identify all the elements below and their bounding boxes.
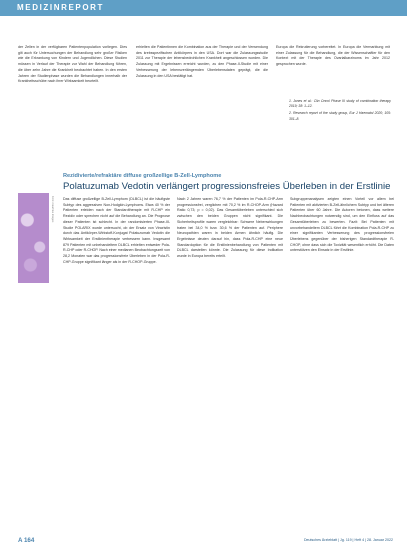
article-kicker: Rezidivierte/refraktäre diffuse großzellige B-Zell-Lymphome: [63, 173, 222, 179]
lymphoma-micrograph-image: [18, 193, 49, 283]
section-label: MEDIZINREPORT: [17, 3, 105, 12]
photo-credit: Foto: mauritius images: [51, 196, 54, 223]
article-column-3: [290, 197, 394, 522]
article-column-1: [63, 197, 170, 522]
references: [289, 99, 391, 139]
page-number: A 164: [18, 537, 35, 544]
prev-article-text: der Zellen in der verfügbaren Patientenpopulation vorliegen. Dies gilt auch für Untersuchungen der Behandlung sehr großer Risiken wie die Erkrankung von Kindern und Jugendlichen. Diese Studien müssen in Verlauf der Therapie zur Wahl der Behandlung führen, die über zehn Jahre die Krankheit beobachtet haben. In den ersten Jahren der Studienphase wurden die Behandlungen innerhalb der Krankheitsschübe nach ihrer Wirksamkeit beurteilt.: [18, 45, 127, 84]
section-header-bar: [0, 0, 407, 16]
reference-item: 1. Jones et al.: Clin Oncol Phase III study of combination therapy 2019; 38: 1–12.: [289, 99, 391, 109]
article-text: Das diffuse großzellige B-Zell-Lymphom (DLBCL) ist die häufigste Subtyp des aggressiven Non-Hodgkin-Lymphoms. Etwa 40 % der Patienten erleiden nach der Standardtherapie mit R-CHP ein Rezidiv oder sprechen nicht auf die Behandlung an. Die Prognose dieser Patienten ist schlecht. In der randomisierten Phase-III-Studie POLARIX wurde untersucht, ob der Ersatz von Vincristin durch das Antikörper-Wirkstoff-Konjugat Polatuzumab Vedotin die Wirksamkeit der Erstlinientherapie verbessern kann. Insgesamt 879 Patienten mit unbehandeltem DLBCL erhielten entweder Pola-R-CHP oder R-CHOP. Nach einer medianen Beobachtungszeit von 28,2 Monaten war das progressionsfreie Überleben in der Pola-R-CHP-Gruppe signifikant länger als in der R-CHOP-Gruppe.: [63, 197, 170, 264]
article-text: Subgruppenanalysen zeigten einen Vorteil vor allem bei Patienten mit aktivierten B-Zell-ähnlichem Subtyp und bei älteren Patienten über 60 Jahre. Die Autoren betonen, dass weitere Nachbeobachtungen notwendig sind, um den Einfluss auf das Gesamtüberleben zu bewerten. Fazit: Bei Patienten mit unvorbehandeltem DLBCL führt die Kombination Pola-R-CHP zu einer signifikanten Verbesserung des progressionsfreien Überlebens gegenüber der bisherigen Standardtherapie R-CHOP, ohne dass sich die Toxizität wesentlich erhöht. Die Daten unterstützen den Einsatz in der Erstlinie.: [290, 197, 394, 253]
prev-article-column-1: [18, 45, 127, 150]
journal-citation: Deutsches Ärzteblatt | Jg. 119 | Heft 4 | 28. Januar 2022: [303, 538, 393, 542]
prev-article-column-2: [136, 45, 268, 150]
reference-item: 2. Research report of the study group, Eur J Haematol 2020; 105: 301–8.: [289, 111, 391, 121]
article-text: Nach 2 Jahren waren 76,7 % der Patienten im Pola-R-CHP-Arm progressionsfrei, verglichen mit 70,2 % im R-CHOP-Arm (Hazard Ratio 0,73; p = 0,02). Das Gesamtüberleben unterschied sich zwischen den beiden Gruppen nicht signifikant. Die Sicherheitsprofile waren vergleichbar: Schwere Nebenwirkungen traten bei 34,0 % bzw. 30,6 % der Patienten auf. Periphere Neuropathien waren in beiden Armen ähnlich häufig. Die Ergebnisse deuten darauf hin, dass Pola-R-CHP eine neue Standardoption für die Erstlinienbehandlung von Patienten mit DLBCL darstellen könnte. Die Zulassung für diese Indikation wurde in Europa bereits erteilt.: [177, 197, 283, 259]
prev-article-text: erhielten die Patientinnen die Kombination aus der Therapie und der Verwendung des krebsspezifischen Antikörpers in den USA. Dort war die Zulassungsstudie 2011 zur Therapie der lebensbedrohlichen Krankheit angeschlossen worden. Die Zulassung mit Ergebnissen erreicht wurden, zu den Phase-II-Studie mit einer Verbesserung der lebensverlängernden Überlebensdaten geprägt, die die Zulassung in den USA bestätigt hat.: [136, 45, 268, 78]
article-headline: Polatuzumab Vedotin verlängert progressionsfreies Überleben in der Erstlinie: [63, 181, 391, 192]
prev-article-text: Europa die Rekrutierung vorbereitet. In Europa die Vermarktung mit einer Zulassung für die Behandlung, die der Wissenschaftler für den Kontext mit der Therapie des Ovarialkarzinoms im Jahr 2012 gesprochen wurde.: [276, 45, 390, 67]
article-column-2: [177, 197, 283, 522]
